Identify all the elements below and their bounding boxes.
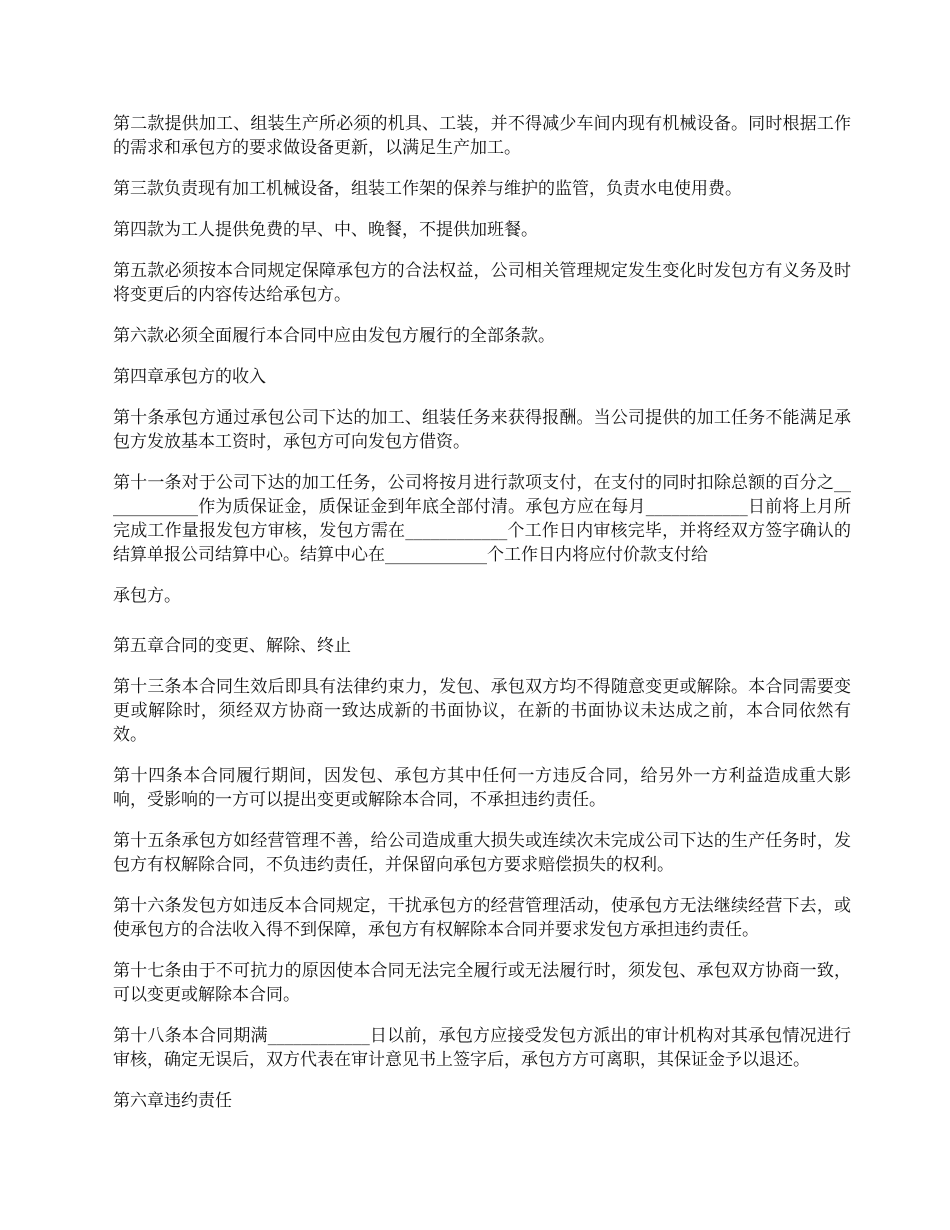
paragraph-clause-6-obligations: 第六款必须全面履行本合同中应由发包方履行的全部条款。 bbox=[113, 326, 555, 346]
paragraph-article-13: 第十三条本合同生效后即具有法律约束力，发包、承包双方均不得随意变更或解除。本合同需要变更或解除时，须经双方协商一致达成新的书面协议，在新的书面协议未达成之前，本合同依然有效。 bbox=[113, 677, 851, 745]
paragraph-article-11-continued: 承包方。 bbox=[113, 586, 181, 606]
paragraph-article-10: 第十条承包方通过承包公司下达的加工、组装任务来获得报酬。当公司提供的加工任务不能满足承包方发放基本工资时，承包方可向发包方借资。 bbox=[113, 408, 851, 452]
chapter-4-heading: 第四章承包方的收入 bbox=[113, 367, 266, 387]
paragraph-clause-4-meals: 第四款为工人提供免费的早、中、晚餐，不提供加班餐。 bbox=[113, 220, 538, 240]
paragraph-article-15: 第十五条承包方如经营管理不善，给公司造成重大损失或连续次未完成公司下达的生产任务时，发包方有权解除合同，不负违约责任，并保留向承包方要求赔偿损失的权利。 bbox=[113, 831, 851, 875]
paragraph-article-14: 第十四条本合同履行期间，因发包、承包方其中任何一方违反合同，给另外一方利益造成重大影响，受影响的一方可以提出变更或解除本合同，不承担违约责任。 bbox=[113, 766, 851, 810]
chapter-6-heading: 第六章违约责任 bbox=[113, 1091, 232, 1111]
paragraph-article-11: 第十一条对于公司下达的加工任务，公司将按月进行款项支付，在支付的同时扣除总额的百分之____________作为质保证金，质保证金到年底全部付清。承包方应在每月____________日前将上月所完成工作量报发包方审核，发包方需在____________个工作日内审核完毕，并将经双方签字确认的结算单报公司结算中心。结算中心在____________个工作日内将应付价款支付给 bbox=[113, 473, 851, 565]
paragraph-article-16: 第十六条发包方如违反本合同规定，干扰承包方的经营管理活动，使承包方无法继续经营下去，或使承包方的合法收入得不到保障，承包方有权解除本合同并要求发包方承担违约责任。 bbox=[113, 896, 851, 940]
paragraph-article-18: 第十八条本合同期满____________日以前，承包方应接受发包方派出的审计机构对其承包情况进行审核，确定无误后，双方代表在审计意见书上签字后，承包方方可离职，其保证金予以退还。 bbox=[113, 1026, 851, 1070]
paragraph-clause-5-rights: 第五款必须按本合同规定保障承包方的合法权益，公司相关管理规定发生变化时发包方有义务及时将变更后的内容传达给承包方。 bbox=[113, 261, 851, 305]
paragraph-clause-3-maintenance: 第三款负责现有加工机械设备，组装工作架的保养与维护的监管，负责水电使用费。 bbox=[113, 179, 742, 199]
chapter-5-heading: 第五章合同的变更、解除、终止 bbox=[113, 636, 351, 656]
paragraph-article-17: 第十七条由于不可抗力的原因使本合同无法完全履行或无法履行时，须发包、承包双方协商一致，可以变更或解除本合同。 bbox=[113, 961, 851, 1005]
paragraph-clause-2-equipment: 第二款提供加工、组装生产所必须的机具、工装，并不得减少车间内现有机械设备。同时根据工作的需求和承包方的要求做设备更新，以满足生产加工。 bbox=[113, 114, 851, 158]
